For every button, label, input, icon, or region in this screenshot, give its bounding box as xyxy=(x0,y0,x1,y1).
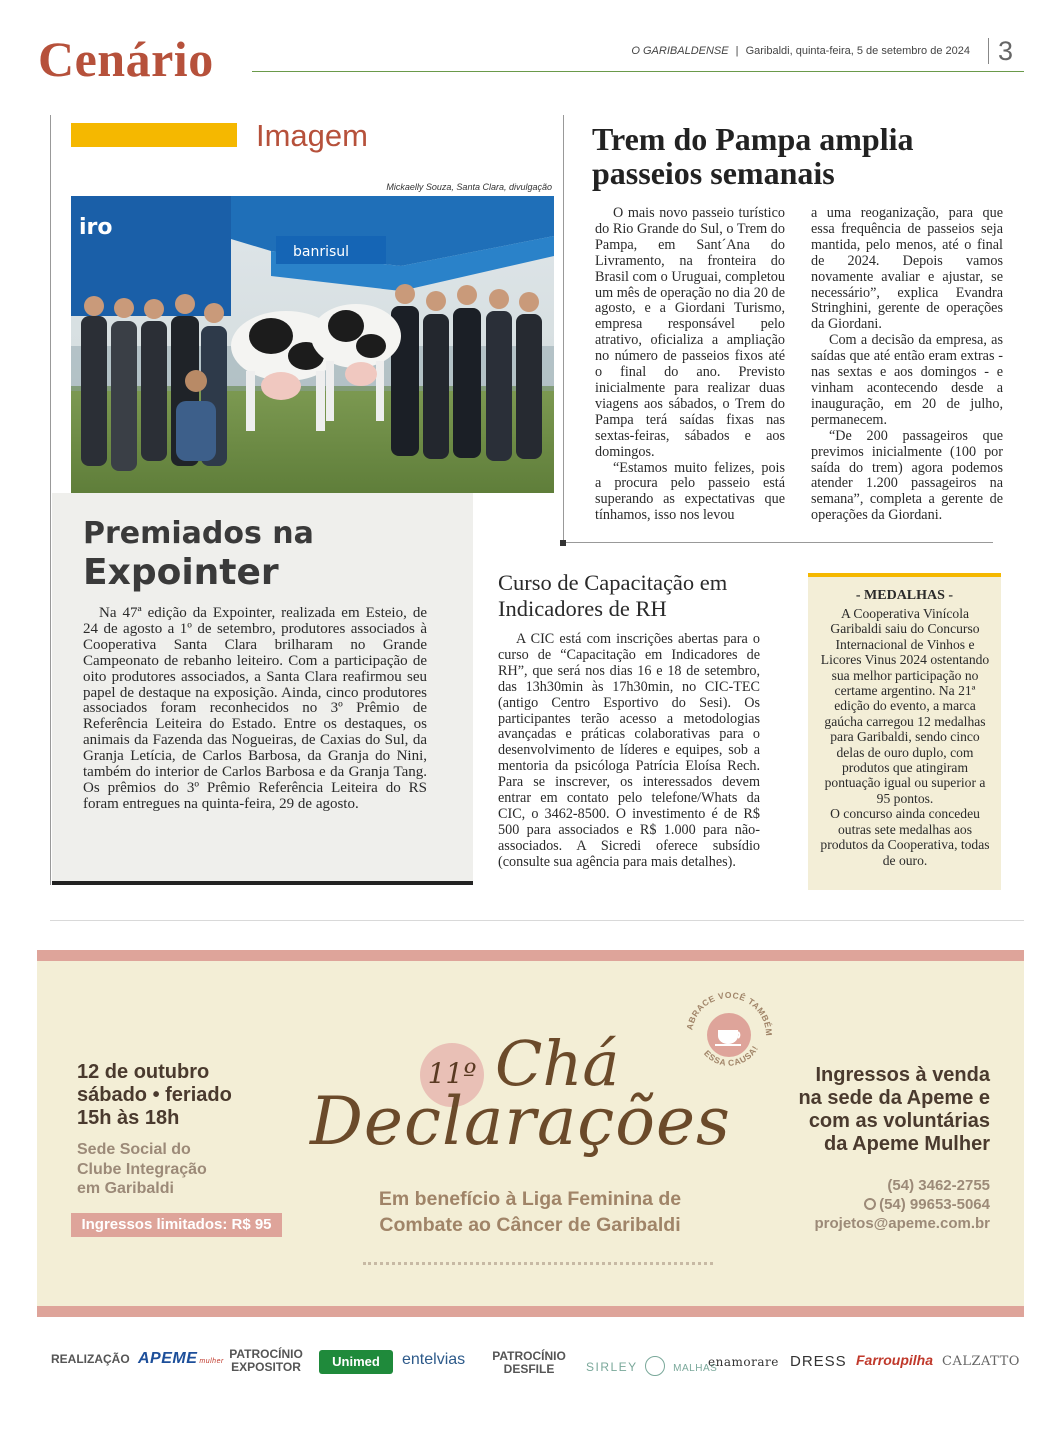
section-title: Cenário xyxy=(38,31,214,87)
contacts xyxy=(780,1176,990,1233)
expointer-headline xyxy=(83,516,314,593)
trem-column-2 xyxy=(811,206,1003,524)
event-time-line: 15h às 18h xyxy=(77,1107,180,1129)
dotted-separator xyxy=(363,1262,713,1265)
dateline-text: Garibaldi, quinta-feira, 5 de setembro de 2024 xyxy=(745,45,970,57)
sirley-text: SIRLEY xyxy=(586,1360,638,1374)
event-day-line: sábado • feriado xyxy=(77,1084,232,1106)
email-line[interactable]: projetos@apeme.com.br xyxy=(814,1215,990,1232)
event-benefit-line: Em benefício à Liga Feminina de xyxy=(378,1188,682,1210)
tickets-price-badge: Ingressos limitados: R$ 95 xyxy=(71,1213,282,1237)
malhas-text: MALHAS xyxy=(673,1363,718,1374)
label-line: DESFILE xyxy=(503,1362,555,1376)
calzatto-logo: CALZATTO xyxy=(942,1354,1020,1369)
expointer-headline-line2: Expointer xyxy=(83,552,279,593)
newspaper-name: O GARIBALDENSE xyxy=(631,45,729,57)
expointer-body: Na 47ª edição da Expointer, realizada em Esteio, de 24 de agosto a 1º de setembro, produtores associados à Cooperativa Santa Clara brilharam no Grande Campeonato de rebanho leiteiro. Com a participação de oito produtores associados, a Santa Clara reafirmou seu papel de destaque na exposição. Ainda, cinco produtores associados foram reconhecidos no 3º Prêmio de Referência Leiteira do Estado. Entre os destaques, os animais da Fazenda das Nogueiras, de Caxias do Sul, da Granja Letícia, de Carlos Barbosa, da Granja do Nini, também do interior de Carlos Barbosa e da Granja Tang. Os prêmios do 3º Prêmio Referência Leiteira do RS foram entregues na quinta-feira, 29 de agosto. xyxy=(83,605,427,812)
unimed-logo: Unimed xyxy=(319,1350,393,1374)
realizacao-label: REALIZAÇÃO xyxy=(51,1352,130,1366)
medalhas-heading: - MEDALHAS - xyxy=(855,588,954,603)
whatsapp-number: (54) 99653-5064 xyxy=(879,1196,990,1213)
trem-paragraph: Com a decisão da empresa, as saídas que até então eram extras - nas sextas e aos domingos - e vinham acontecendo desde a inauguração, em 20 de julho, permanecem. xyxy=(811,332,1003,428)
tickets-line: na sede da Apeme e xyxy=(798,1087,990,1109)
expointer-headline-line1: Premiados na xyxy=(83,516,314,551)
badge-bottom-text: ESSA CAUSA! xyxy=(702,1043,761,1068)
trem-paragraph: “Estamos muito felizes, pois a procura pelo passeio está superando as expectativas que tínhamos, isso nos levou xyxy=(595,459,785,524)
trem-column-1 xyxy=(595,206,785,524)
tickets-line: da Apeme Mulher xyxy=(824,1133,990,1155)
farroupilha-logo: Farroupilha xyxy=(856,1352,934,1368)
photo-credit: Mickaelly Souza, Santa Clara, divulgação xyxy=(386,182,552,192)
label-line: PATROCÍNIO xyxy=(492,1349,566,1363)
event-benefit-line: Combate ao Câncer de Garibaldi xyxy=(379,1214,681,1236)
apeme-logo xyxy=(138,1350,224,1368)
curso-body: A CIC está com inscrições abertas para o curso de “Capacitação em Indicadores de RH”, que será nos dias 16 e 18 de setembro, das 13h30min às 17h30min, no CIC-TEC (antigo Centro Esportivo do Sesi). Os participantes terão acesso a metodologias avançadas e práticas colaborativas para o desenvolvimento de líderes e equipes, sob a mentoria da psicóloga Patrícia Eloísa Rech. Para se inscrever, os interessados devem entrar em contato pelo telefone/Whats da CIC, o 3462-8500. O investimento é de R$ 500 para associados e R$ 1.000 para não-associados. A Sicredi oferece subsídio (consulte sua agência para mais detalhes). xyxy=(498,631,760,870)
patrocinio-desfile-label xyxy=(490,1350,568,1376)
whatsapp-line[interactable] xyxy=(780,1195,990,1214)
trem-rule-vertical xyxy=(563,115,564,545)
page-number-divider xyxy=(988,38,989,64)
imagem-accent-bar xyxy=(71,123,237,147)
label-line: EXPOSITOR xyxy=(231,1360,301,1374)
medalhas-paragraph: O concurso ainda concedeu outras sete medalhas aos produtos da Cooperativa, todas de ouro. xyxy=(820,806,990,868)
expointer-photo xyxy=(71,196,554,493)
trem-paragraph: “De 200 passageiros que previmos inicialmente (100 por saída do trem) agora podemos atender 1.200 passageiros na semana”, completa a gerente de operações da Giordani. xyxy=(811,427,1003,524)
event-date xyxy=(77,1061,232,1130)
phone-line[interactable]: (54) 3462-2755 xyxy=(887,1177,990,1194)
dress-logo: DRESS xyxy=(790,1353,847,1370)
event-venue-line: Sede Social do xyxy=(77,1141,191,1158)
edition-badge: 11º xyxy=(420,1043,484,1107)
patrocinio-expositor-label xyxy=(228,1348,304,1374)
event-venue xyxy=(77,1140,207,1199)
trem-headline: Trem do Pampa amplia passeios semanais xyxy=(592,121,914,191)
column-rule-left xyxy=(50,115,51,885)
cause-badge xyxy=(680,986,778,1084)
imagem-label: Imagem xyxy=(256,118,368,153)
trem-rule-horizontal xyxy=(563,542,993,543)
cha-ad-top-band xyxy=(37,950,1024,961)
enamorare-logo: enamorare xyxy=(708,1355,779,1369)
apeme-logo-sub: mulher xyxy=(199,1358,224,1365)
whatsapp-icon xyxy=(864,1198,876,1210)
tickets-line: com as voluntárias xyxy=(808,1110,990,1132)
ad-divider xyxy=(50,920,1024,921)
medalhas-body xyxy=(820,606,990,868)
dateline xyxy=(560,45,970,57)
label-line: PATROCÍNIO xyxy=(229,1347,303,1361)
tickets-line: Ingressos à venda xyxy=(815,1064,990,1086)
photo-sign-left: iro xyxy=(79,215,113,240)
cha-ad-bottom-band xyxy=(37,1306,1024,1317)
tickets-info xyxy=(780,1064,990,1156)
event-date-line: 12 de outubro xyxy=(77,1061,210,1083)
trem-paragraph: O mais novo passeio turístico do Rio Grande do Sul, o Trem do Pampa, em Sant´Ana do Livramento, na fronteira do Brasil com o Uruguai, completou um mês de operação no dia 20 de agosto, e a Giordani Turismo, empresa responsável pelo atrativo, oficializa a ampliação no número de passeios fixos até o final do ano. Previsto inicialmente para realizar duas viagens aos sábados, o Trem do Pampa terá saídas fixas nas sextas-feiras, sábados e aos domingos. xyxy=(595,205,785,460)
event-venue-line: em Garibaldi xyxy=(77,1180,174,1197)
medalhas-paragraph: A Cooperativa Vinícola Garibaldi saiu do Concurso Internacional de Vinhos e Licores Vinus 2024 ostentando sua melhor participação no certame argentino. Na 21ª edição do evento, a marca gaúcha carregou 12 medalhas para Garibaldi, sendo cinco delas de ouro duplo, com produtos que atingiram pontuação igual ou superior a 95 pontos. xyxy=(820,606,990,806)
curso-headline: Curso de Capacitação em Indicadores de RH xyxy=(498,570,728,621)
dateline-separator: | xyxy=(735,45,739,57)
expointer-bottom-rule xyxy=(52,881,473,885)
photo-sign-banrisul: banrisul xyxy=(293,244,350,260)
header-rule xyxy=(252,71,1024,72)
trem-paragraph: a uma reoganização, para que essa frequência de passeios seja mantida, pelo menos, até o final de 2024. Depois vamos novamente avaliar e ajustar, se necessário”, explica Evandra Stringhini, gerente de operações da Giordani. xyxy=(811,205,1003,333)
apeme-logo-text: APEME xyxy=(138,1350,198,1367)
event-venue-line: Clube Integração xyxy=(77,1160,207,1178)
event-title-cha: Chá xyxy=(495,1027,620,1100)
trem-rule-dot xyxy=(560,540,566,546)
sirley-logo xyxy=(586,1356,717,1376)
event-title-declaracoes: Declarações xyxy=(310,1083,731,1160)
page-number: 3 xyxy=(998,36,1014,66)
event-benefit xyxy=(338,1186,722,1238)
sirley-emblem-icon xyxy=(645,1356,665,1376)
entelvias-logo: entelvias xyxy=(402,1351,466,1368)
badge-top-text: ABRACE VOCÊ TAMBÉM xyxy=(684,989,775,1037)
